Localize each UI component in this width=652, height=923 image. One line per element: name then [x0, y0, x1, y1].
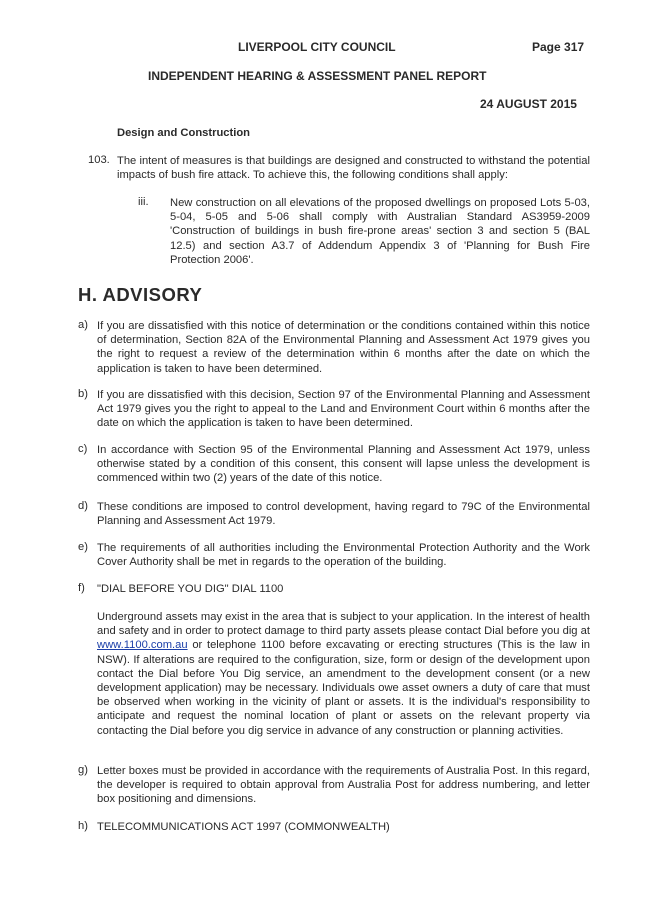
- item-103-text: The intent of measures is that buildings are designed and constructed to withstand the potential impacts of bush fire attack. To achieve this, the following conditions shall apply:: [117, 155, 590, 182]
- advisory-b-label: b): [78, 388, 88, 400]
- design-subheading: Design and Construction: [117, 127, 251, 139]
- item-103-number: 103.: [88, 154, 110, 166]
- advisory-e-text: The requirements of all authorities including the Environmental Protection Authority and the Work Cover Authority shall be met in regards to the operation of the building.: [97, 542, 590, 569]
- advisory-b-text: If you are dissatisfied with this decision, Section 97 of the Environmental Planning and Assessment Act 1979 gives you the right to appeal to the Land and Environment Court within 6 months after the date on which the application is taken to have been determined.: [97, 389, 590, 430]
- advisory-h-text: TELECOMMUNICATIONS ACT 1997 (COMMONWEALTH): [97, 821, 390, 833]
- report-title: INDEPENDENT HEARING & ASSESSMENT PANEL REPORT: [148, 69, 487, 83]
- item-iii-text: New construction on all elevations of the proposed dwellings on proposed Lots 5-03, 5-04, 5-05 and 5-06 shall comply with Australian Standard AS3959-2009 'Construction of buildings in bush fire-prone areas' section 3 and section 5 (BAL 12.5) and section A3.7 of Addendum Appendix 3 of 'Planning for Bush Fire Protection 2006'.: [170, 197, 590, 266]
- advisory-f-label: f): [78, 582, 85, 594]
- advisory-g-text: Letter boxes must be provided in accordance with the requirements of Australia Post. In this regard, the developer is required to obtain approval from Australia Post for address numbering, and letter box positioning and dimensions.: [97, 765, 590, 806]
- advisory-c-label: c): [78, 443, 88, 455]
- advisory-c-text: In accordance with Section 95 of the Environmental Planning and Assessment Act 1979, unless otherwise stated by a condition of this consent, this consent will lapse unless the development is commenced within two (2) years of the date of this notice.: [97, 444, 590, 485]
- advisory-f-para-part-1: Underground assets may exist in the area that is subject to your application. In the interest of health and safety and in order to protect damage to third party assets please contact Dial before you dig at: [97, 611, 590, 638]
- advisory-e-label: e): [78, 541, 88, 553]
- item-iii-number: iii.: [138, 196, 149, 208]
- council-name: LIVERPOOL CITY COUNCIL: [238, 40, 396, 54]
- page-number: Page 317: [532, 40, 585, 54]
- advisory-d-text: These conditions are imposed to control development, having regard to 79C of the Environmental Planning and Assessment Act 1979.: [97, 501, 590, 528]
- dial-before-you-dig-link[interactable]: www.1100.com.au: [97, 639, 188, 652]
- advisory-f-heading: "DIAL BEFORE YOU DIG" DIAL 1100: [97, 583, 284, 595]
- advisory-g-label: g): [78, 764, 88, 776]
- advisory-a-text: If you are dissatisfied with this notice of determination or the conditions contained within this notice of determination, Section 82A of the Environmental Planning and Assessment Act 1979 gives you the right to request a review of the determination within 6 months after the date on which the application is taken to have been determined.: [97, 320, 590, 375]
- advisory-d-label: d): [78, 500, 88, 512]
- advisory-heading: H. ADVISORY: [78, 284, 203, 305]
- advisory-a-label: a): [78, 319, 88, 331]
- advisory-f-paragraph: [97, 610, 590, 738]
- report-date: 24 AUGUST 2015: [480, 97, 577, 111]
- advisory-h-label: h): [78, 820, 88, 832]
- advisory-f-para-part-2: or telephone 1100 before excavating or erecting structures (This is the law in NSW). If alterations are required to the configuration, size, form or design of the development upon contact the Dial before You Dig service, an amendment to the development consent (or a new development application) may be necessary. Individuals owe asset owners a duty of care that must be observed when working in the vicinity of plant or assets. It is the individual's responsibility to anticipate and request the nominal location of plant or assets on the relevant property via contacting the Dial before you dig service in advance of any construction or planning activities.: [97, 639, 591, 737]
